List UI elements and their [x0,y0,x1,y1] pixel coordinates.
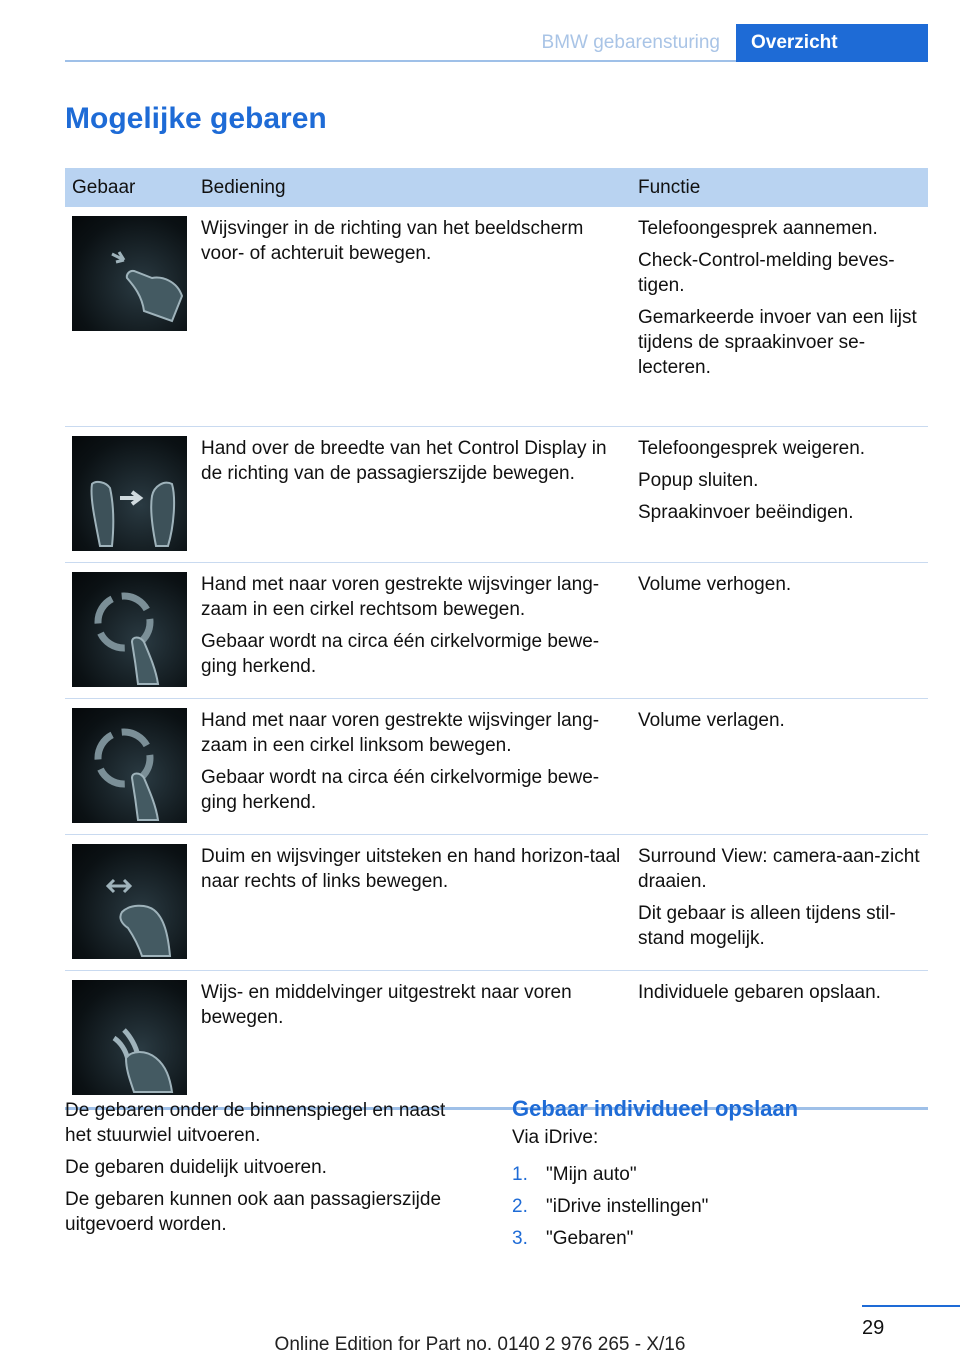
list-item: 3. "Gebaren" [512,1228,634,1249]
section-heading: Gebaar individueel opslaan [512,1096,799,1121]
function-cell: Telefoongesprek aannemen. Check-Control-melding beves-tigen. Gemarkeerde invoer van een lijst tijdens de spraakinvoer se-lecteren. [631,207,928,426]
function-cell: Volume verhogen. [631,562,928,698]
column-header: Functie [631,168,928,207]
finger-forward-back-gesture-icon [72,216,187,331]
gesture-cell [65,207,194,426]
function-cell: Volume verlagen. [631,698,928,834]
gesture-cell [65,698,194,834]
table-row [65,970,928,1108]
gesture-cell [65,970,194,1108]
list-item: 2. "iDrive instellingen" [512,1196,709,1217]
steps-list [512,1162,932,1251]
column-header: Bediening [194,168,631,207]
function-cell: Individuele gebaren opslaan. [631,970,928,1108]
operation-cell: Hand over de breedte van het Control Display in de richting van de passagierszijde bewegen. [194,426,631,562]
circle-clockwise-gesture-icon [72,572,187,687]
circle-counterclockwise-gesture-icon [72,708,187,823]
note-paragraph: De gebaren duidelijk uitvoeren. [65,1157,327,1178]
thumb-finger-horizontal-gesture-icon [72,844,187,959]
function-cell: Telefoongesprek weigeren. Popup sluiten. Spraakinvoer beëindigen. [631,426,928,562]
operation-cell: Hand met naar voren gestrekte wijsvinger lang-zaam in een cirkel linksom bewegen. Gebaar wordt na circa één cirkelvormige bewe-ging herkend. [194,698,631,834]
list-item: 1. "Mijn auto" [512,1164,637,1185]
two-fingers-forward-gesture-icon [72,980,187,1095]
via-idrive-text: Via iDrive: [512,1127,599,1148]
operation-cell: Hand met naar voren gestrekte wijsvinger lang-zaam in een cirkel rechtsom bewegen. Gebaar wordt na circa één cirkelvormige bewe-ging herkend. [194,562,631,698]
operation-cell: Duim en wijsvinger uitsteken en hand horizon-taal naar rechts of links bewegen. [194,834,631,970]
column-header: Gebaar [65,168,194,207]
gesture-cell [65,426,194,562]
table-row [65,698,928,834]
page-number: 29 [862,1305,960,1340]
page-title: Mogelijke gebaren [65,102,327,135]
gesture-table [65,168,928,1110]
chapter-tab: Overzicht [736,24,928,62]
table-row [65,562,928,698]
hand-swipe-gesture-icon [72,436,187,551]
function-cell: Surround View: camera-aan-zicht draaien. Dit gebaar is alleen tijdens stil-stand mogelijk. [631,834,928,970]
table-row [65,207,928,426]
note-paragraph: De gebaren onder de binnenspiegel en naast het stuurwiel uitvoeren. [65,1100,446,1146]
note-paragraph: De gebaren kunnen ook aan passagierszijde uitgevoerd worden. [65,1189,442,1235]
gesture-cell [65,562,194,698]
table-row [65,834,928,970]
footer-text: Online Edition for Part no. 0140 2 976 265 - X/16 [274,1334,686,1355]
table-row [65,426,928,562]
operation-cell: Wijs- en middelvinger uitgestrekt naar voren bewegen. [194,970,631,1108]
individual-gesture-section [512,1096,932,1258]
page-header [65,24,928,62]
gesture-cell [65,834,194,970]
operation-cell: Wijsvinger in de richting van het beeldscherm voor- of achteruit bewegen. [194,207,631,426]
table-header-row [65,168,928,207]
section-title: BMW gebarensturing [541,32,720,53]
usage-notes [65,1098,475,1244]
